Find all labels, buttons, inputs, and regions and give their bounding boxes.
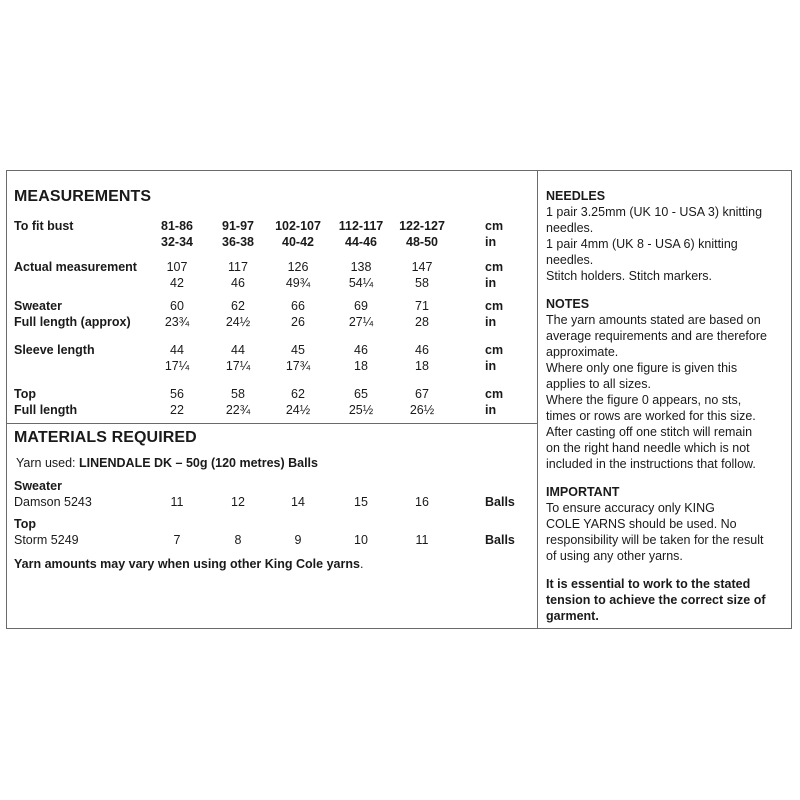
material-colour: Storm 5249 [14,533,79,547]
right-panel [546,188,782,636]
measurement-cm-value: 62 [291,387,305,401]
measurement-cm-value: 102-107 [275,219,321,233]
ball-count: 11 [170,495,184,509]
text-line: needles. [546,221,594,235]
measurement-in-value: 24½ [225,315,251,329]
text-line: of using any other yarns. [546,549,683,563]
measurement-cm-value: 112-117 [338,219,384,233]
yarn-used-prefix: Yarn used: [16,456,80,470]
text-line: average requirements and are therefore [546,329,767,343]
column-divider [537,170,538,629]
ball-count: 16 [415,495,429,509]
measurement-cm-value: 65 [354,387,368,401]
important-section [546,484,782,564]
measurement-in-value: 44-46 [345,235,377,249]
text-line: needles. [546,253,594,267]
measurements-title: MEASUREMENTS [14,188,152,205]
material-group: Top [14,517,36,531]
measurement-in-value: 48-50 [406,235,438,249]
important-lines [546,500,782,564]
unit-cm-label: cm [485,219,504,233]
ball-count: 10 [354,533,368,547]
measurement-in-value: 26½ [409,403,435,417]
measurement-in-value: 28 [415,315,429,329]
tension-section [546,576,782,624]
balls-unit-label: Balls [485,533,515,547]
unit-in-label: in [485,315,497,329]
notes-lines [546,312,782,472]
ball-count: 15 [354,495,368,509]
measurement-in-value: 58 [415,276,429,290]
measurement-in-value: 23¾ [164,315,190,329]
text-line: Where only one figure is given this [546,361,738,375]
measurement-in-value: 32-34 [161,235,193,249]
measurement-in-value: 36-38 [222,235,254,249]
measurement-cm-value: 122-127 [399,219,445,233]
measurement-cm-value: 147 [411,260,433,274]
measurement-cm-value: 46 [354,343,368,357]
measurement-sublabel: Full length [14,403,78,417]
needles-section [546,188,782,284]
measurement-cm-value: 126 [287,260,309,274]
measurement-in-value: 18 [415,359,429,373]
measurement-cm-value: 58 [231,387,245,401]
text-line: The yarn amounts stated are based on [546,313,761,327]
measurement-cm-value: 60 [170,299,184,313]
text-line: Where the figure 0 appears, no sts, [546,393,742,407]
measurement-in-value: 17¾ [285,359,311,373]
measurement-cm-value: 69 [354,299,368,313]
measurement-cm-value: 81-86 [161,219,193,233]
measurement-sublabel: Full length (approx) [14,315,131,329]
yarn-name: LINENDALE DK – 50g (120 metres) Balls [79,456,318,470]
measurement-in-value: 42 [170,276,184,290]
text-line: responsibility will be taken for the result [546,533,764,547]
measurement-label: Actual measurement [14,260,137,274]
unit-in-label: in [485,403,497,417]
ball-count: 11 [415,533,429,547]
notes-section [546,296,782,472]
section-divider [6,423,538,424]
text-line: times or rows are worked for this size. [546,409,756,423]
measurement-in-value: 22 [170,403,184,417]
text-line: To ensure accuracy only KING [546,501,715,515]
materials-title: MATERIALS REQUIRED [14,429,197,446]
needles-lines [546,204,782,284]
unit-cm-label: cm [485,387,504,401]
text-line: COLE YARNS should be used. No [546,517,737,531]
notes-title: NOTES [546,297,590,311]
measurement-in-value: 17¼ [164,359,190,373]
measurement-in-value: 49¾ [285,276,311,290]
important-title: IMPORTANT [546,485,620,499]
measurement-cm-value: 46 [415,343,429,357]
measurement-in-value: 22¾ [225,403,251,417]
yarn-used-line [16,455,318,471]
text-line: included in the instructions that follow. [546,457,756,471]
measurement-cm-value: 45 [291,343,305,357]
unit-cm-label: cm [485,260,504,274]
measurement-cm-value: 44 [170,343,184,357]
measurement-in-value: 26 [291,315,305,329]
text-line: tension to achieve the correct size of [546,593,766,607]
ball-count: 9 [294,533,302,547]
ball-count: 14 [291,495,305,509]
measurement-in-value: 46 [231,276,245,290]
ball-count: 7 [173,533,181,547]
text-line: applies to all sizes. [546,377,651,391]
measurement-in-value: 18 [354,359,368,373]
text-line: 1 pair 3.25mm (UK 10 - USA 3) knitting [546,205,763,219]
measurement-in-value: 40-42 [282,235,314,249]
measurement-in-value: 24½ [285,403,311,417]
material-group: Sweater [14,479,62,493]
measurement-label: Sleeve length [14,343,95,357]
measurement-cm-value: 56 [170,387,184,401]
text-line: 1 pair 4mm (UK 8 - USA 6) knitting [546,237,738,251]
text-line: garment. [546,609,599,623]
measurement-label: Top [14,387,36,401]
yarn-footnote-period: . [359,557,364,571]
measurement-label: To fit bust [14,219,74,233]
ball-count: 12 [231,495,245,509]
measurement-cm-value: 66 [291,299,305,313]
measurement-label: Sweater [14,299,62,313]
measurement-cm-value: 107 [166,260,188,274]
text-line: approximate. [546,345,619,359]
tension-lines [546,576,782,624]
text-line: Stitch holders. Stitch markers. [546,269,713,283]
measurement-in-value: 25½ [348,403,374,417]
unit-cm-label: cm [485,299,504,313]
measurement-cm-value: 71 [415,299,429,313]
measurement-in-value: 54¼ [348,276,374,290]
text-line: on the right hand needle which is not [546,441,750,455]
ball-count: 8 [234,533,242,547]
needles-title: NEEDLES [546,189,606,203]
material-colour: Damson 5243 [14,495,92,509]
measurement-cm-value: 117 [228,260,248,274]
measurement-cm-value: 62 [231,299,245,313]
measurement-in-value: 27¼ [348,315,374,329]
balls-unit-label: Balls [485,495,515,509]
measurement-cm-value: 91-97 [222,219,254,233]
yarn-footnote-text: Yarn amounts may vary when using other King Cole yarns [14,557,360,571]
measurement-cm-value: 138 [350,260,372,274]
measurement-cm-value: 44 [231,343,245,357]
measurement-in-value: 17¼ [225,359,251,373]
text-line: After casting off one stitch will remain [546,425,753,439]
unit-in-label: in [485,359,497,373]
measurement-cm-value: 67 [415,387,429,401]
yarn-footnote [14,556,363,572]
unit-cm-label: cm [485,343,504,357]
text-line: It is essential to work to the stated [546,577,751,591]
unit-in-label: in [485,276,497,290]
unit-in-label: in [485,235,497,249]
